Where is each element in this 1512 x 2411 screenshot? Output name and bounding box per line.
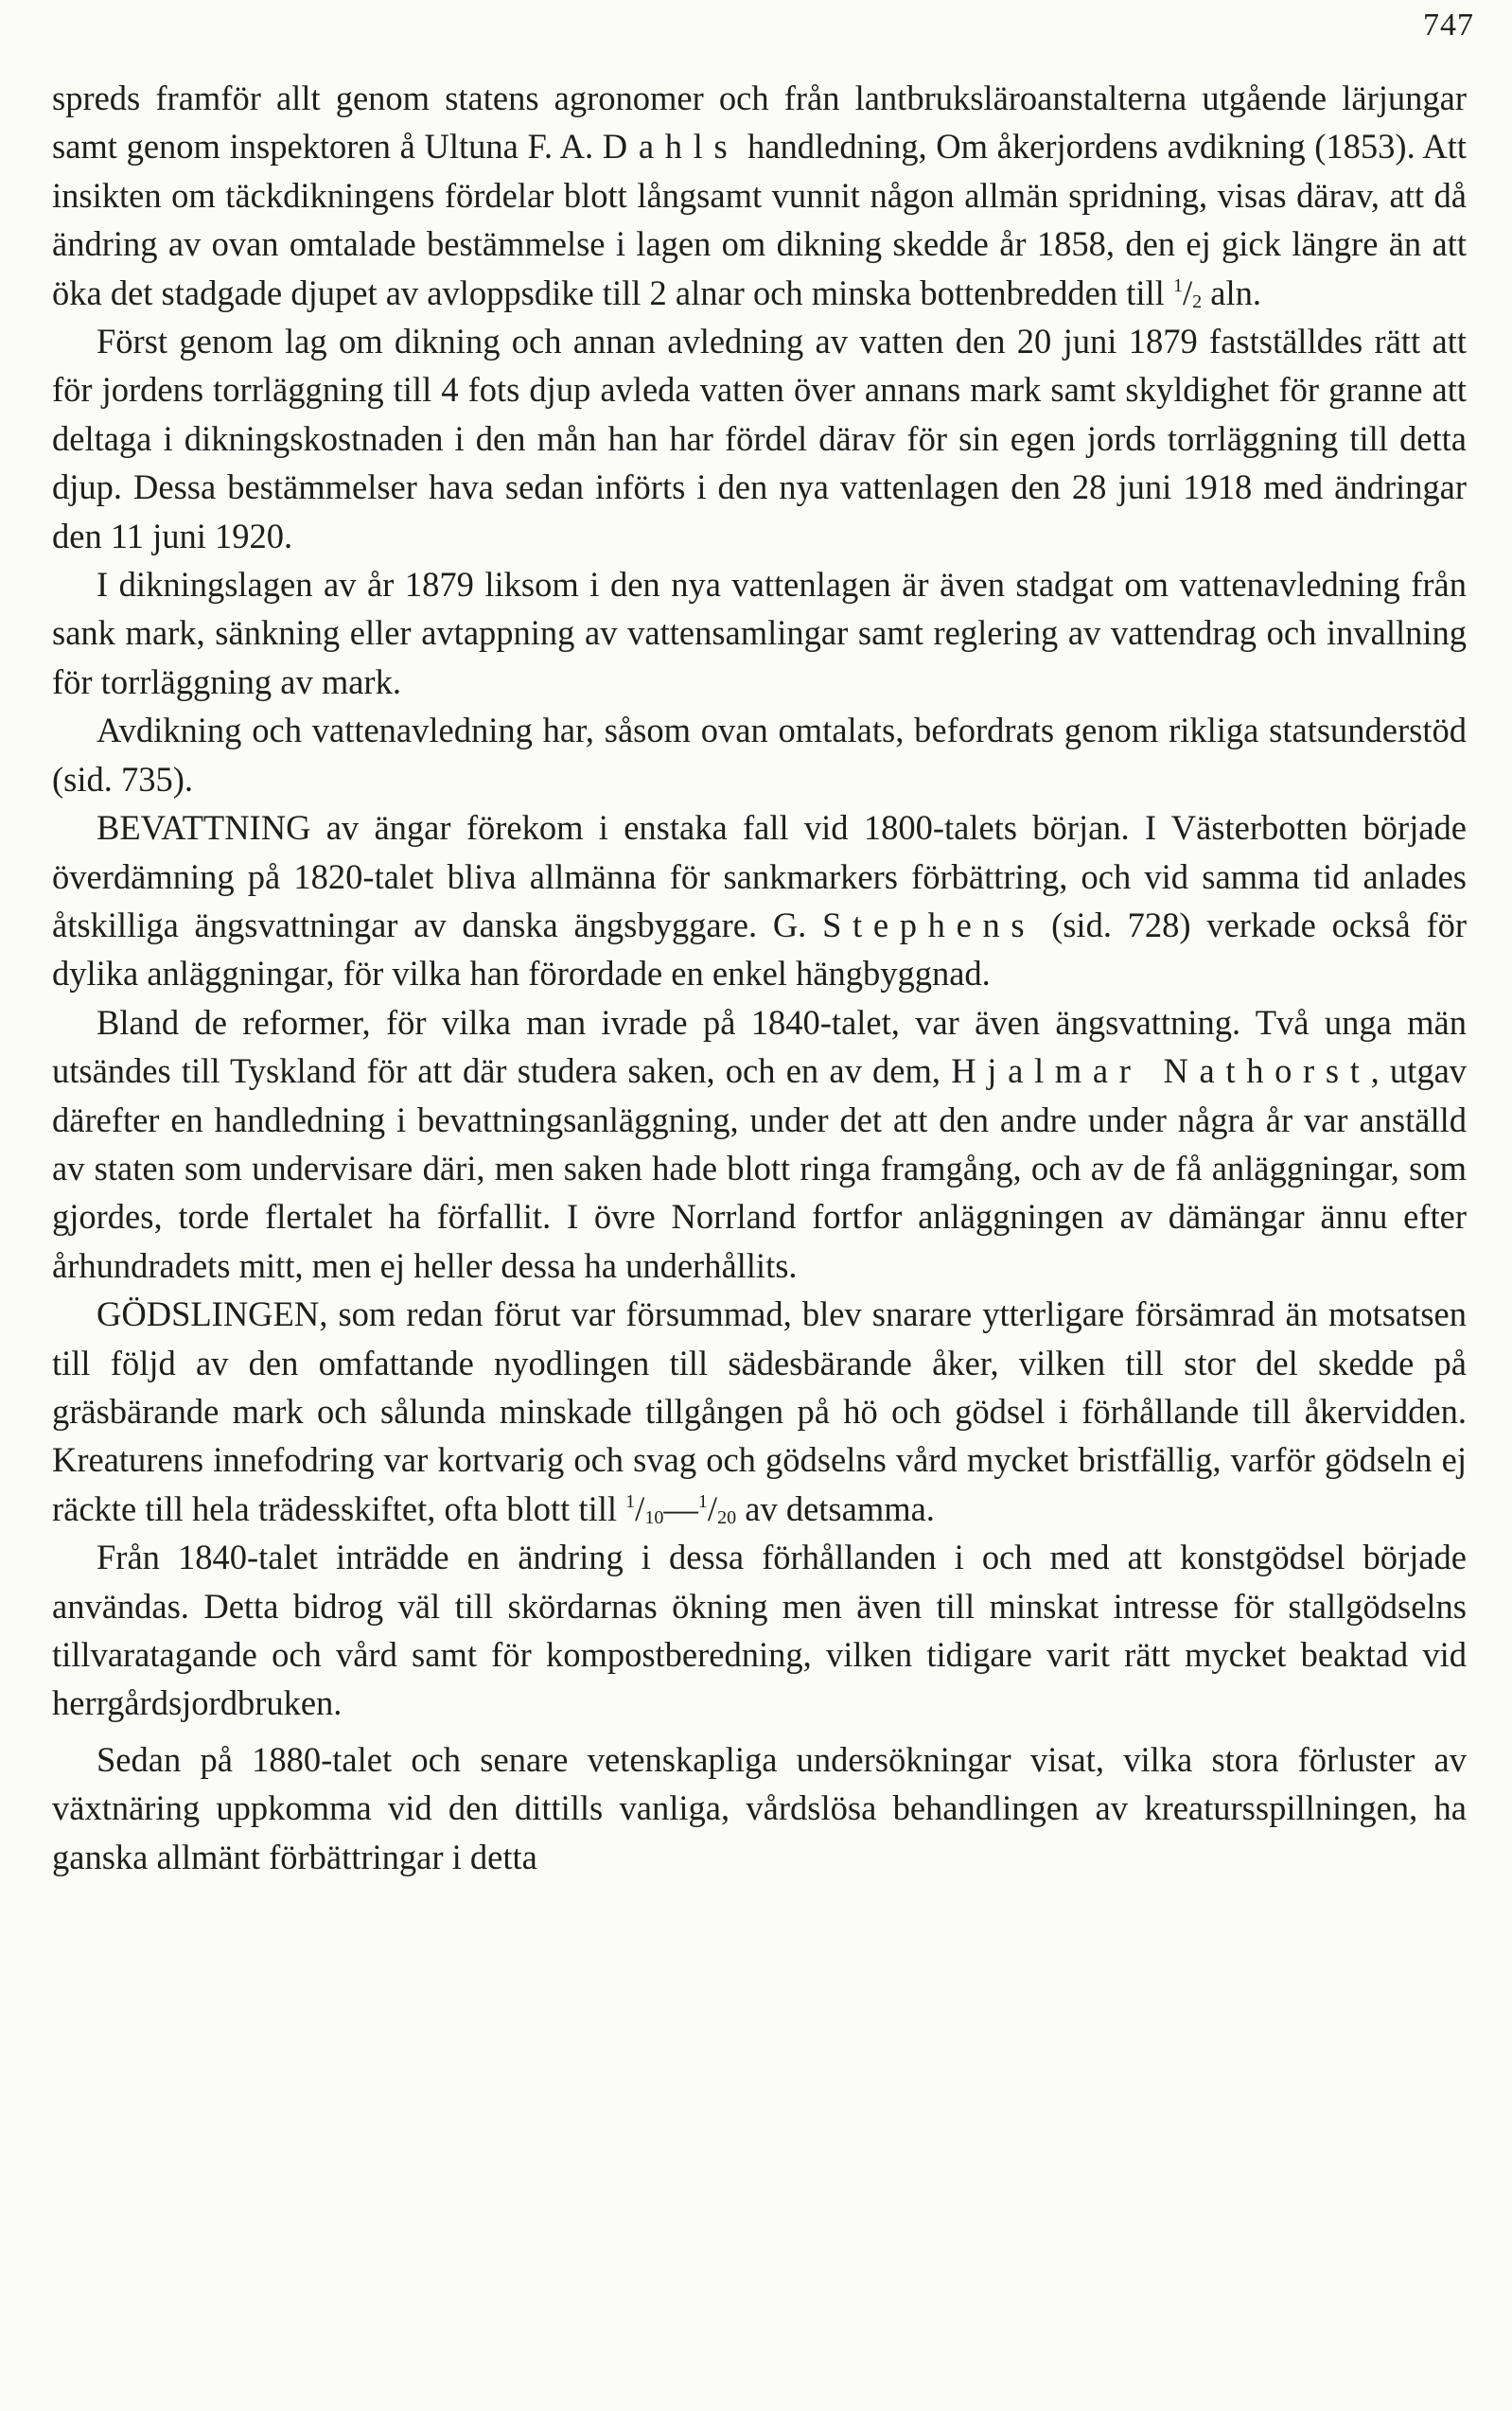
person-name-nathorst: Hjalmar Nathorst xyxy=(951,1051,1371,1091)
paragraph-1-text-a: spreds framför allt genom statens agronomer och från lantbruksläroanstalterna utgående lärjungar samt genom inspektoren å Ultuna F. A. xyxy=(52,79,1467,167)
paragraph-7-text-b: av detsamma. xyxy=(745,1488,935,1528)
fraction-1-denominator: 10 xyxy=(644,1506,664,1528)
paragraph-2: Först genom lag om dikning och annan avledning av vatten den 20 juni 1879 fastställdes rätt att för jordens torrläggning till 4 fots djup avleda vatten över annans mark samt skyldighet för granne att deltaga i dikningskostnaden i den mån han har fördel därav för sin egen jords torrläggning till detta djup. Dessa bestämmelser hava sedan införts i den nya vattenlagen den 28 juni 1918 med ändringar den 11 juni 1920. xyxy=(52,322,1467,555)
paragraph-5-text-b: (sid. 728) verkade också för dylika anläggningar, för vilka han förordade en enkel hängbyggnad. xyxy=(52,905,1468,994)
fraction-dash: — xyxy=(663,1488,698,1528)
paragraph-6 xyxy=(52,998,1467,1290)
fraction-1-numerator: 1 xyxy=(625,1490,636,1512)
fraction-numerator: 1 xyxy=(1172,274,1183,296)
fraction-2-numerator: 1 xyxy=(697,1490,708,1512)
person-name-stephens: Stephens xyxy=(822,905,1036,944)
paragraph-1-text-b: handledning, Om åkerjordens avdikning (1853). Att insikten om täckdikningens fördelar blott långsamt vunnit någon allmän spridning, visas därav, att då ändring av ovan omtalade bestämmelse i lagen om dikning skedde år 1858, den ej gick längre än att öka det stadgade djupet av avloppsdike till 2 alnar och minska bottenbredden till xyxy=(52,127,1467,312)
paragraph-6-text-a: Bland de reformer, för vilka man ivrade på 1840-talet, var även ängsvattning. Två unga män utsändes till Tyskland för att där studera saken, och en av dem, xyxy=(52,1002,1467,1091)
paragraph-1-text-c: aln. xyxy=(1210,273,1261,312)
paragraph-5 xyxy=(52,803,1467,998)
paragraph-5-text-a: BEVATTNING av ängar förekom i enstaka fall vid 1800-talets början. I Västerbotten började överdämning på 1820-talet bliva allmänna för sankmarkers förbättring, och vid samma tid anlades åtskilliga ängsvattningar av danska ängsbyggare. G. xyxy=(52,808,1467,944)
paragraph-7-text-a: GÖDSLINGEN, som redan förut var försummad, blev snarare ytterligare försämrad än motsatsen till följd av den omfattande nyodlingen till sädesbärande åker, vilken till stor del skedde på gräsbärande mark och sålunda minskade tillgången på hö och gödsel i förhållande till åkervidden. Kreaturens innefodring var kortvarig och svag och gödselns vård mycket bristfällig, varför gödseln ej räckte till hela trädesskiftet, ofta blott till xyxy=(52,1294,1467,1528)
paragraph-4: Avdikning och vattenavledning har, såsom ovan omtalats, befordrats genom rikliga statsunderstöd (sid. 735). xyxy=(52,711,1467,799)
paragraph-8: Från 1840-talet inträdde en ändring i dessa förhållanden i och med att konstgödsel började användas. Detta bidrog väl till skördarnas ökning men även till minskat intresse för stallgödselns tillvaratagande och vård samt för kompostberedning, vilken tidigare varit rätt mycket beaktad vid herrgårdsjordbruken. xyxy=(52,1538,1467,1723)
paragraph-3: I dikningslagen av år 1879 liksom i den nya vattenlagen är även stadgat om vattenavledning från sank mark, sänkning eller avtappning av vattensamlingar samt reglering av vattendrag och invallning för torrläggning av mark. xyxy=(52,565,1467,701)
fraction-denominator: 2 xyxy=(1192,290,1203,312)
paragraph-7: GÖDSLINGEN, som redan förut var försummad, blev snarare ytterligare försämrad än motsatsen till följd av den omfattande nyodlingen till sädesbärande åker, vilken till stor del skedde på gräsbärande mark och sålunda minskade tillgången på hö och gödsel i förhållande till åkervidden. Kreaturens innefodring var kortvarig och svag och gödselns vård mycket bristfällig, varför gödseln ej räckte till hela trädesskiftet, ofta blott till $^1/_{10}—^1/_{20}$ av detsamma. xyxy=(52,1294,1467,1528)
paragraph-6-text-b: , utgav därefter en handledning i bevattningsanläggning, under det att den andre under några år var anställd av staten som undervisare däri, men saken hade blott ringa framgång, och av de få anläggningar, som gjordes, torde flertalet ha förfallit. I övre Norrland fortfor anläggningen av dämängar ännu efter århundradets mitt, men ej heller dessa ha underhållits. xyxy=(52,1051,1468,1285)
fraction-2-denominator: 20 xyxy=(717,1506,737,1528)
person-name-dahl: Dahls xyxy=(602,127,739,167)
page-number: 747 xyxy=(1423,8,1474,43)
paragraph-1: spreds framför allt genom statens agronomer och från lantbruksläroanstalterna utgående lärjungar samt genom inspektoren å Ultuna F. A. Dahls handledning, Om åkerjordens avdikning (1853). Att insikten om täckdikningens fördelar blott långsamt vunnit någon allmän spridning, visas därav, att då ändring av ovan omtalade bestämmelse i lagen om dikning skedde år 1858, den ej gick längre än att öka det stadgade djupet av avloppsdike till 2 alnar och minska bottenbredden till $^1/_2$ aln. xyxy=(52,79,1467,312)
text-column xyxy=(52,74,1467,1881)
paragraph-9: Sedan på 1880-talet och senare vetenskapliga undersökningar visat, vilka stora förluster av växtnäring uppkomma vid den dittills vanliga, vårdslösa behandlingen av kreatursspillningen, ha ganska allmänt förbättringar i detta xyxy=(52,1739,1467,1876)
